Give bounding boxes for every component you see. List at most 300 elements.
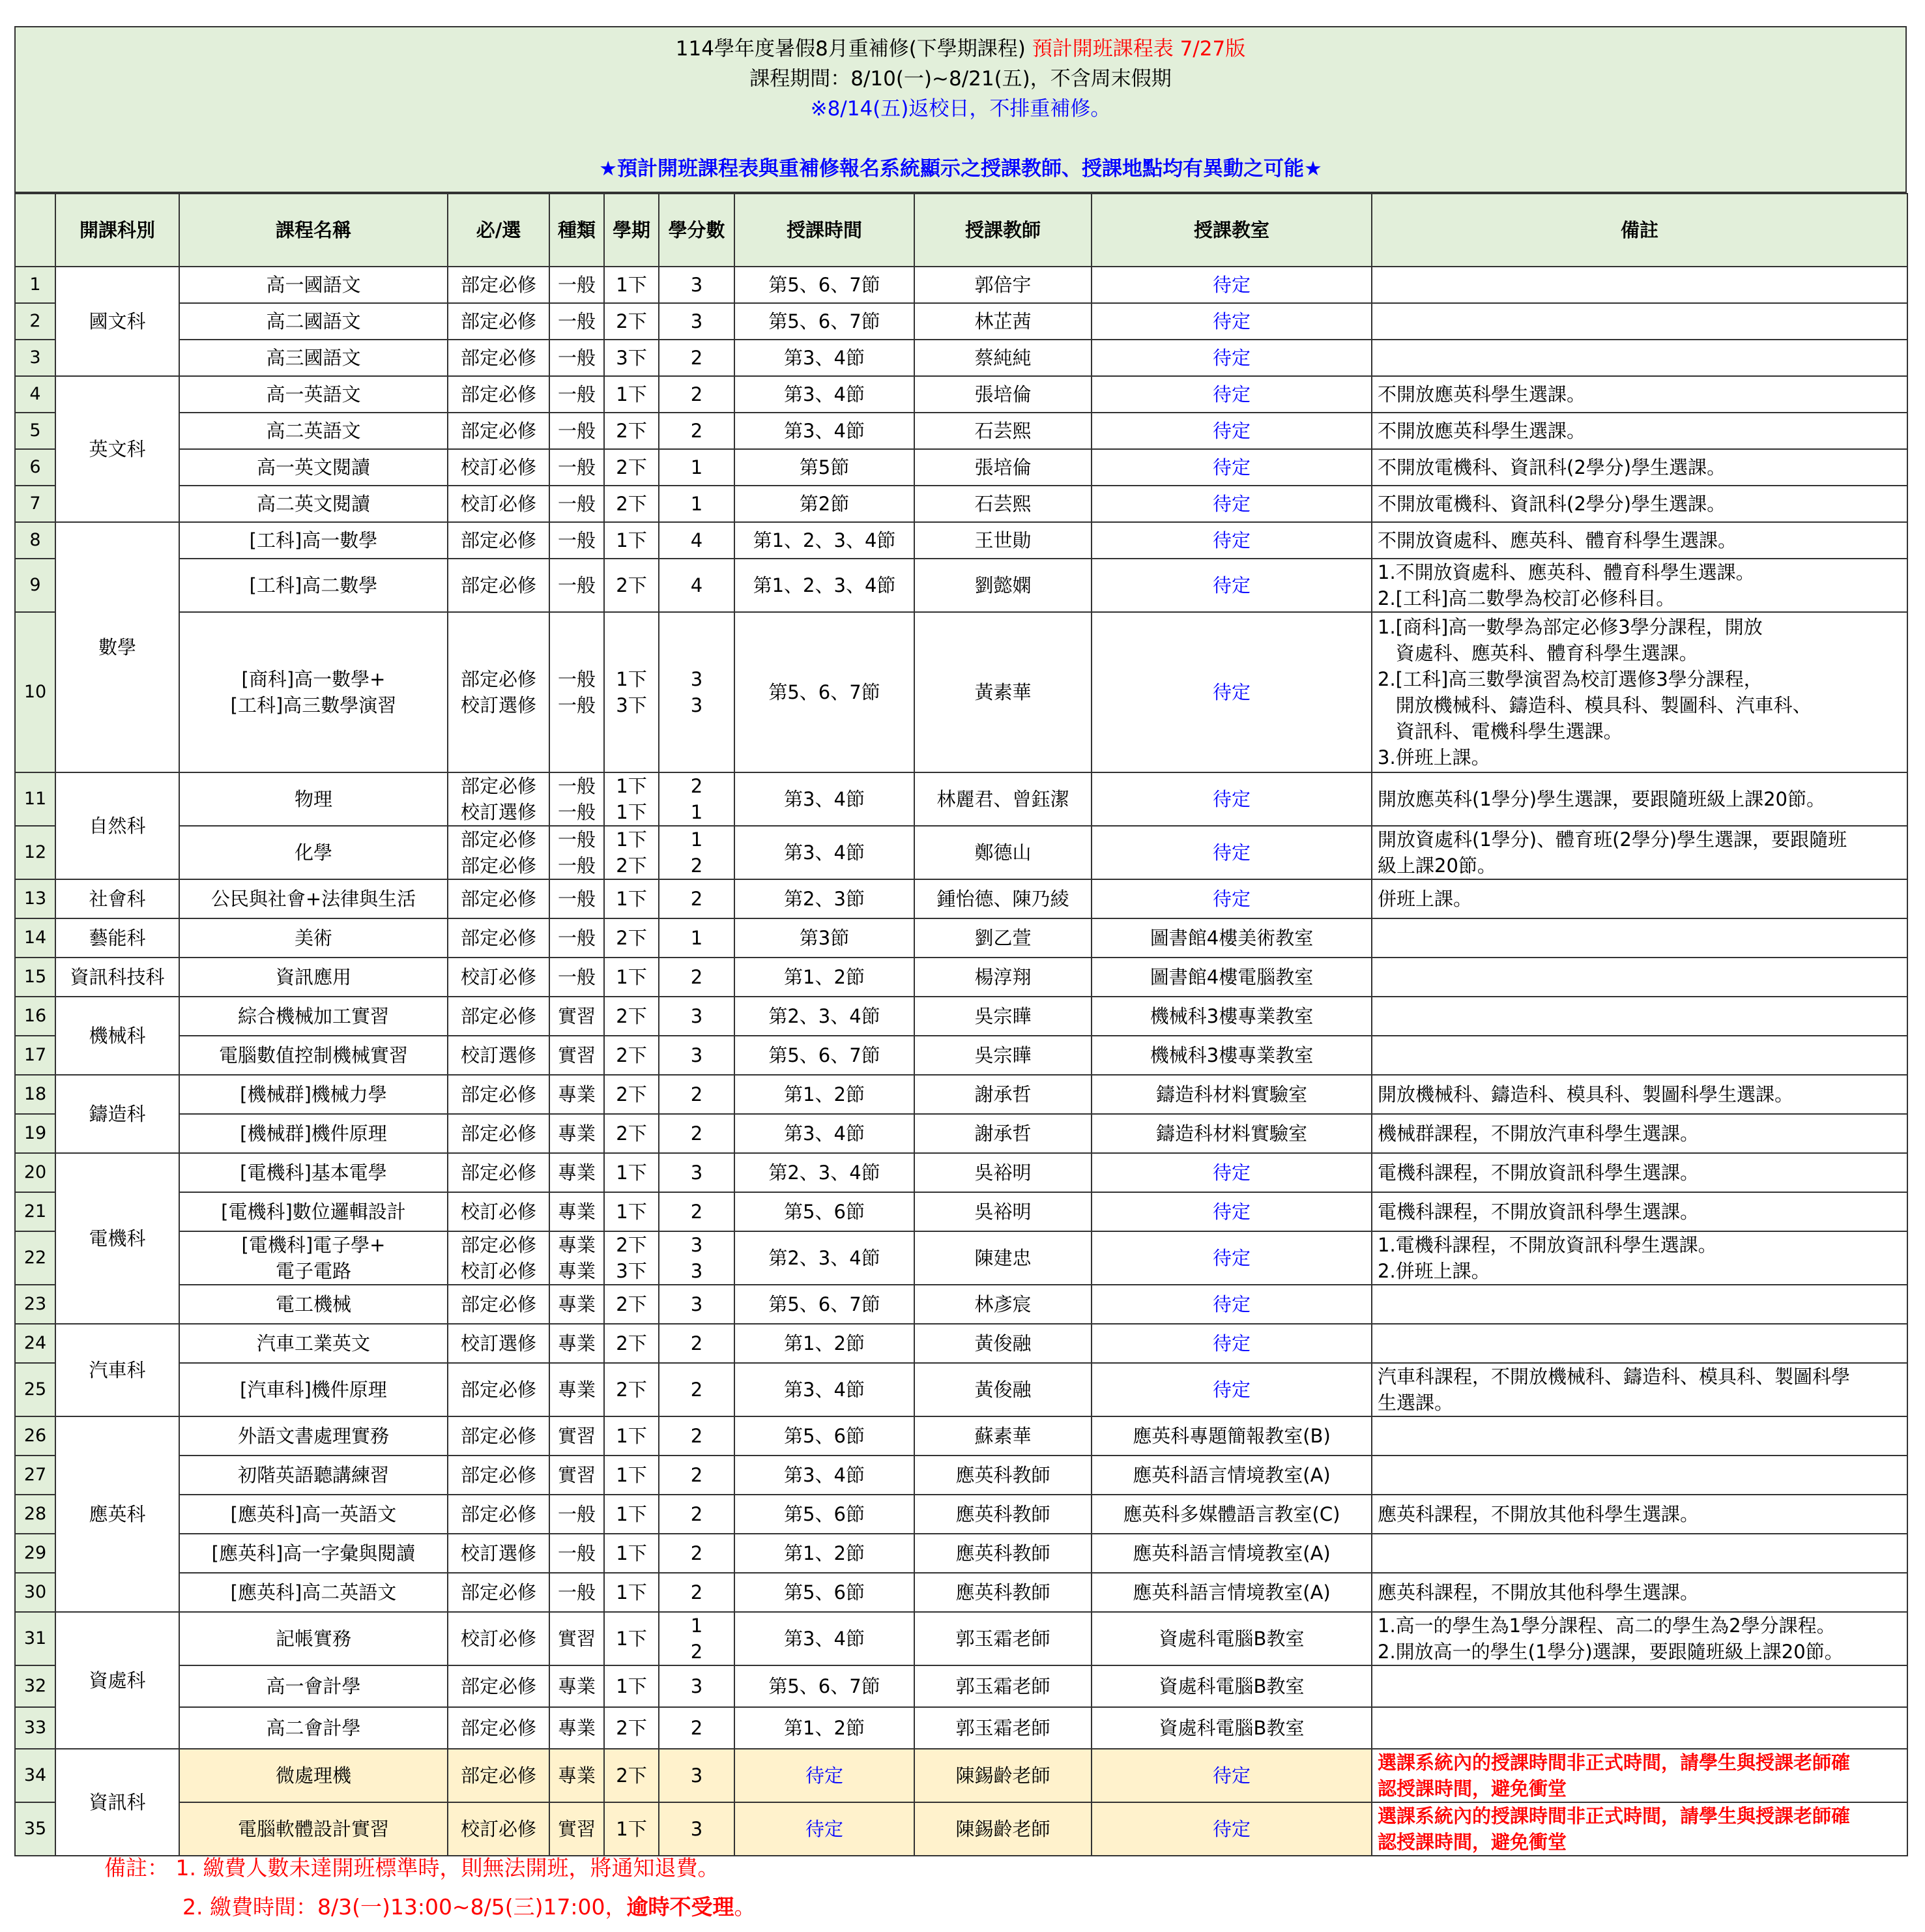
time-cell: 第2、3、4節 bbox=[734, 1153, 914, 1192]
type-line: 部定必修 bbox=[460, 574, 536, 596]
sem-line: 3下 bbox=[616, 1260, 647, 1282]
note-line: 不開放資處科、應英科、體育科學生選課。 bbox=[1378, 529, 1737, 551]
teacher-cell: 郭倍宇 bbox=[914, 267, 1092, 303]
credit-line: 1 bbox=[690, 1615, 703, 1637]
type-cell bbox=[448, 1495, 549, 1534]
sem-cell bbox=[604, 1231, 659, 1285]
note-line: 認授課時間，避免衝堂 bbox=[1378, 1778, 1567, 1800]
department-cell: 資訊科技科 bbox=[55, 958, 179, 997]
room-cell: 資處科電腦B教室 bbox=[1092, 1612, 1372, 1665]
note-cell bbox=[1372, 376, 1907, 413]
sem-line: 2下 bbox=[616, 1379, 647, 1401]
course-line: 高二國語文 bbox=[266, 310, 361, 332]
note-line: 開放資處科(1學分)、體育班(2學分)學生選課，要跟隨班 bbox=[1378, 828, 1847, 851]
type-cell bbox=[448, 1416, 549, 1456]
room-cell: 資處科電腦B教室 bbox=[1092, 1665, 1372, 1707]
teacher-cell: 林彥宸 bbox=[914, 1285, 1092, 1324]
sem-line: 1下 bbox=[616, 1503, 647, 1525]
note-line: 認授課時間，避免衝堂 bbox=[1378, 1831, 1567, 1853]
credit-line: 4 bbox=[690, 529, 703, 551]
teacher-cell: 吳裕明 bbox=[914, 1192, 1092, 1231]
credit-cell bbox=[659, 486, 734, 522]
type-cell bbox=[448, 340, 549, 376]
type-cell bbox=[448, 1612, 549, 1665]
type-cell bbox=[448, 1707, 549, 1749]
sem-line: 2下 bbox=[616, 310, 647, 332]
kind-cell bbox=[549, 1749, 604, 1802]
course-line: 記帳實務 bbox=[275, 1628, 351, 1650]
kind-cell bbox=[549, 376, 604, 413]
room-cell: 待定 bbox=[1092, 772, 1372, 826]
room-cell: 應英科專題簡報教室(B) bbox=[1092, 1416, 1372, 1456]
room-cell: 機械科3樓專業教室 bbox=[1092, 997, 1372, 1036]
no-cell: 2 bbox=[15, 303, 55, 340]
kind-line: 專業 bbox=[557, 1260, 596, 1282]
type-cell bbox=[448, 958, 549, 997]
sem-cell bbox=[604, 1114, 659, 1153]
sem-line: 2下 bbox=[616, 1332, 647, 1354]
note-line: 機械群課程，不開放汽車科學生選課。 bbox=[1378, 1122, 1700, 1145]
teacher-cell: 吳裕明 bbox=[914, 1153, 1092, 1192]
kind-line: 一般 bbox=[557, 420, 596, 442]
note-line: 2.併班上課。 bbox=[1378, 1260, 1490, 1282]
room-cell: 待定 bbox=[1092, 1231, 1372, 1285]
kind-line: 實習 bbox=[557, 1464, 596, 1486]
sem-line: 1下 bbox=[616, 529, 647, 551]
department-cell: 社會科 bbox=[55, 879, 179, 918]
kind-line: 專業 bbox=[557, 1675, 596, 1697]
room-cell: 鑄造科材料實驗室 bbox=[1092, 1075, 1372, 1114]
kind-line: 一般 bbox=[557, 1542, 596, 1564]
course-line: 高三國語文 bbox=[266, 347, 361, 369]
note-cell bbox=[1372, 1534, 1907, 1573]
course-line: 高二英文閱讀 bbox=[256, 493, 370, 515]
course-line: 電腦數值控制機械實習 bbox=[218, 1044, 408, 1066]
kind-cell bbox=[549, 879, 604, 918]
teacher-cell: 王世勛 bbox=[914, 522, 1092, 559]
course-schedule-sheet bbox=[14, 26, 1907, 1856]
time-cell: 第3、4節 bbox=[734, 1612, 914, 1665]
note-line: 電機科課程，不開放資訊科學生選課。 bbox=[1378, 1201, 1700, 1223]
note-cell bbox=[1372, 997, 1907, 1036]
kind-line: 一般 bbox=[557, 694, 596, 716]
footer-label: 備註： bbox=[104, 1855, 169, 1881]
sem-line: 2下 bbox=[616, 1764, 647, 1787]
teacher-cell: 鄭德山 bbox=[914, 826, 1092, 879]
credit-cell bbox=[659, 1416, 734, 1456]
type-cell bbox=[448, 1363, 549, 1416]
credit-line: 2 bbox=[690, 888, 703, 910]
kind-cell bbox=[549, 449, 604, 486]
table-header-row bbox=[15, 194, 1907, 267]
course-line: 高二英語文 bbox=[266, 420, 361, 442]
type-line: 校訂必修 bbox=[460, 1201, 536, 1223]
sem-cell bbox=[604, 879, 659, 918]
type-cell bbox=[448, 826, 549, 879]
note-line: 開放機械科、鑄造科、模具科、製圖科、汽車科、 bbox=[1378, 694, 1812, 716]
type-line: 部定必修 bbox=[460, 1293, 536, 1315]
type-line: 部定必修 bbox=[460, 347, 536, 369]
room-cell: 應英科多媒體語言教室(C) bbox=[1092, 1495, 1372, 1534]
credit-cell bbox=[659, 1534, 734, 1573]
no-cell: 23 bbox=[15, 1285, 55, 1324]
type-line: 部定必修 bbox=[460, 828, 536, 851]
sem-cell bbox=[604, 1749, 659, 1802]
teacher-cell: 謝承哲 bbox=[914, 1114, 1092, 1153]
no-cell: 32 bbox=[15, 1665, 55, 1707]
type-cell bbox=[448, 1075, 549, 1114]
note-cell bbox=[1372, 413, 1907, 449]
kind-cell bbox=[549, 958, 604, 997]
credit-line: 3 bbox=[690, 1675, 703, 1697]
kind-cell bbox=[549, 1802, 604, 1856]
sem-line: 1下 bbox=[616, 1464, 647, 1486]
course-cell bbox=[179, 1231, 448, 1285]
footer-line-2 bbox=[104, 1888, 756, 1927]
table-row bbox=[15, 1573, 1907, 1612]
credit-cell bbox=[659, 1114, 734, 1153]
time-cell: 第1、2節 bbox=[734, 1707, 914, 1749]
kind-cell bbox=[549, 1153, 604, 1192]
table-row bbox=[15, 559, 1907, 612]
sem-line: 2下 bbox=[616, 1005, 647, 1027]
sem-cell bbox=[604, 267, 659, 303]
banner-warning: ★預計開班課程表與重補修報名系統顯示之授課教師、授課地點均有異動之可能★ bbox=[599, 157, 1322, 181]
kind-line: 一般 bbox=[557, 383, 596, 405]
banner-period: 課程期間：8/10(一)~8/21(五)，不含周末假期 bbox=[749, 67, 1172, 91]
type-cell bbox=[448, 1534, 549, 1573]
time-cell: 第5、6、7節 bbox=[734, 303, 914, 340]
note-line: 1.電機科課程，不開放資訊科學生選課。 bbox=[1378, 1234, 1717, 1256]
credit-cell bbox=[659, 1612, 734, 1665]
sem-line: 1下 bbox=[616, 1542, 647, 1564]
kind-line: 一般 bbox=[557, 574, 596, 596]
department-cell: 電機科 bbox=[55, 1153, 179, 1324]
sem-cell bbox=[604, 1324, 659, 1363]
course-cell bbox=[179, 486, 448, 522]
type-line: 部定必修 bbox=[460, 383, 536, 405]
teacher-cell: 劉懿嫻 bbox=[914, 559, 1092, 612]
type-line: 部定必修 bbox=[460, 1083, 536, 1105]
time-cell: 第1、2、3、4節 bbox=[734, 559, 914, 612]
course-cell bbox=[179, 1114, 448, 1153]
time-cell: 第1、2節 bbox=[734, 1534, 914, 1573]
kind-cell bbox=[549, 1192, 604, 1231]
note-cell bbox=[1372, 1324, 1907, 1363]
time-cell: 第3、4節 bbox=[734, 1363, 914, 1416]
sem-cell bbox=[604, 772, 659, 826]
credit-cell bbox=[659, 1707, 734, 1749]
note-cell bbox=[1372, 612, 1907, 772]
note-cell bbox=[1372, 1036, 1907, 1075]
course-line: 美術 bbox=[294, 927, 332, 949]
no-cell: 6 bbox=[15, 449, 55, 486]
no-cell: 8 bbox=[15, 522, 55, 559]
teacher-cell: 石芸熙 bbox=[914, 413, 1092, 449]
credit-cell bbox=[659, 1192, 734, 1231]
course-cell bbox=[179, 1416, 448, 1456]
note-cell bbox=[1372, 1495, 1907, 1534]
note-cell bbox=[1372, 449, 1907, 486]
sem-cell bbox=[604, 559, 659, 612]
note-line: 不開放電機科、資訊科(2學分)學生選課。 bbox=[1378, 456, 1726, 478]
course-line: 電子電路 bbox=[275, 1260, 351, 1282]
kind-cell bbox=[549, 1707, 604, 1749]
credit-cell bbox=[659, 1285, 734, 1324]
room-cell: 待定 bbox=[1092, 1285, 1372, 1324]
sem-cell bbox=[604, 1612, 659, 1665]
course-line: 高二會計學 bbox=[266, 1717, 361, 1739]
teacher-cell: 應英科教師 bbox=[914, 1495, 1092, 1534]
room-cell: 鑄造科材料實驗室 bbox=[1092, 1114, 1372, 1153]
note-line: 3.併班上課。 bbox=[1378, 746, 1490, 768]
no-cell: 15 bbox=[15, 958, 55, 997]
course-line: [電機科]數位邏輯設計 bbox=[221, 1201, 406, 1223]
course-cell bbox=[179, 1495, 448, 1534]
kind-line: 一般 bbox=[557, 828, 596, 851]
note-line: 生選課。 bbox=[1378, 1392, 1454, 1414]
note-line: 2.開放高一的學生(1學分)選課，要跟隨班級上課20節。 bbox=[1378, 1641, 1844, 1663]
room-cell: 待定 bbox=[1092, 612, 1372, 772]
room-cell: 待定 bbox=[1092, 486, 1372, 522]
footer-line-2-emphasis: 逾時不受理 bbox=[626, 1894, 734, 1920]
sem-cell bbox=[604, 1802, 659, 1856]
credit-line: 2 bbox=[690, 1201, 703, 1223]
teacher-cell: 應英科教師 bbox=[914, 1456, 1092, 1495]
note-cell bbox=[1372, 879, 1907, 918]
type-line: 部定必修 bbox=[460, 1503, 536, 1525]
credit-cell bbox=[659, 376, 734, 413]
room-cell: 待定 bbox=[1092, 413, 1372, 449]
credit-cell bbox=[659, 559, 734, 612]
course-cell bbox=[179, 1324, 448, 1363]
sem-cell bbox=[604, 449, 659, 486]
type-line: 部定必修 bbox=[460, 1122, 536, 1145]
type-line: 部定必修 bbox=[460, 1425, 536, 1447]
course-cell bbox=[179, 1665, 448, 1707]
kind-line: 一般 bbox=[557, 1503, 596, 1525]
sem-cell bbox=[604, 1036, 659, 1075]
no-cell: 14 bbox=[15, 918, 55, 958]
sem-cell bbox=[604, 826, 659, 879]
note-cell bbox=[1372, 340, 1907, 376]
kind-line: 一般 bbox=[557, 310, 596, 332]
credit-line: 1 bbox=[690, 493, 703, 515]
kind-cell bbox=[549, 918, 604, 958]
credit-line: 3 bbox=[690, 1818, 703, 1840]
kind-line: 專業 bbox=[557, 1122, 596, 1145]
sem-cell bbox=[604, 1534, 659, 1573]
type-cell bbox=[448, 559, 549, 612]
sem-cell bbox=[604, 918, 659, 958]
course-cell bbox=[179, 997, 448, 1036]
room-cell: 待定 bbox=[1092, 376, 1372, 413]
time-cell: 第1、2節 bbox=[734, 958, 914, 997]
kind-line: 一般 bbox=[557, 855, 596, 877]
table-row bbox=[15, 1534, 1907, 1573]
kind-cell bbox=[549, 267, 604, 303]
sem-line: 1下 bbox=[616, 1425, 647, 1447]
time-cell: 第2、3、4節 bbox=[734, 997, 914, 1036]
sem-line: 2下 bbox=[616, 1293, 647, 1315]
room-cell: 待定 bbox=[1092, 1192, 1372, 1231]
sem-cell bbox=[604, 1456, 659, 1495]
teacher-cell: 吳宗瞱 bbox=[914, 997, 1092, 1036]
kind-line: 實習 bbox=[557, 1005, 596, 1027]
time-cell: 第5、6節 bbox=[734, 1416, 914, 1456]
table-row bbox=[15, 826, 1907, 879]
sem-cell bbox=[604, 1416, 659, 1456]
note-cell bbox=[1372, 1573, 1907, 1612]
header-cell: 備註 bbox=[1372, 194, 1907, 267]
course-cell bbox=[179, 879, 448, 918]
teacher-cell: 郭玉霜老師 bbox=[914, 1612, 1092, 1665]
header-cell: 學分數 bbox=[659, 194, 734, 267]
type-cell bbox=[448, 1231, 549, 1285]
credit-line: 1 bbox=[690, 927, 703, 949]
time-cell: 第2、3節 bbox=[734, 879, 914, 918]
course-cell bbox=[179, 340, 448, 376]
time-cell: 第3、4節 bbox=[734, 1456, 914, 1495]
time-cell: 第5、6、7節 bbox=[734, 1036, 914, 1075]
kind-cell bbox=[549, 1495, 604, 1534]
sem-line: 1下 bbox=[616, 1162, 647, 1184]
course-cell bbox=[179, 1749, 448, 1802]
time-cell: 第5、6節 bbox=[734, 1192, 914, 1231]
type-line: 部定必修 bbox=[460, 1464, 536, 1486]
teacher-cell: 張培倫 bbox=[914, 449, 1092, 486]
sem-cell bbox=[604, 413, 659, 449]
teacher-cell: 陳錫齡老師 bbox=[914, 1749, 1092, 1802]
credit-line: 1 bbox=[690, 456, 703, 478]
type-line: 部定必修 bbox=[460, 310, 536, 332]
course-line: 電腦軟體設計實習 bbox=[237, 1818, 389, 1840]
kind-line: 實習 bbox=[557, 1628, 596, 1650]
header-cell bbox=[15, 194, 55, 267]
sem-line: 1下 bbox=[616, 775, 647, 797]
course-line: 高一英語文 bbox=[266, 383, 361, 405]
credit-line: 3 bbox=[690, 668, 703, 690]
note-line: 電機科課程，不開放資訊科學生選課。 bbox=[1378, 1162, 1700, 1184]
kind-cell bbox=[549, 612, 604, 772]
table-row bbox=[15, 340, 1907, 376]
time-cell: 第5、6節 bbox=[734, 1573, 914, 1612]
course-cell bbox=[179, 612, 448, 772]
type-cell bbox=[448, 1802, 549, 1856]
sem-line: 2下 bbox=[616, 927, 647, 949]
department-cell: 鑄造科 bbox=[55, 1075, 179, 1153]
room-cell: 待定 bbox=[1092, 1363, 1372, 1416]
credit-cell bbox=[659, 1573, 734, 1612]
course-cell bbox=[179, 826, 448, 879]
kind-cell bbox=[549, 340, 604, 376]
note-cell bbox=[1372, 1665, 1907, 1707]
type-cell bbox=[448, 486, 549, 522]
course-line: [汽車科]機件原理 bbox=[240, 1379, 387, 1401]
note-cell bbox=[1372, 1114, 1907, 1153]
course-cell bbox=[179, 1573, 448, 1612]
course-cell bbox=[179, 449, 448, 486]
header-cell: 課程名稱 bbox=[179, 194, 448, 267]
course-line: 微處理機 bbox=[275, 1764, 351, 1787]
room-cell: 待定 bbox=[1092, 1749, 1372, 1802]
kind-line: 一般 bbox=[557, 456, 596, 478]
no-cell: 30 bbox=[15, 1573, 55, 1612]
time-cell: 第3、4節 bbox=[734, 376, 914, 413]
time-cell: 第1、2節 bbox=[734, 1075, 914, 1114]
teacher-cell: 石芸熙 bbox=[914, 486, 1092, 522]
credit-cell bbox=[659, 1456, 734, 1495]
table-row bbox=[15, 303, 1907, 340]
sem-cell bbox=[604, 958, 659, 997]
type-cell bbox=[448, 413, 549, 449]
note-cell bbox=[1372, 1456, 1907, 1495]
note-line: 級上課20節。 bbox=[1378, 855, 1496, 877]
sem-line: 1下 bbox=[616, 274, 647, 296]
kind-line: 一般 bbox=[557, 1581, 596, 1603]
room-cell: 資處科電腦B教室 bbox=[1092, 1707, 1372, 1749]
kind-cell bbox=[549, 826, 604, 879]
teacher-cell: 蔡純純 bbox=[914, 340, 1092, 376]
note-cell bbox=[1372, 958, 1907, 997]
course-cell bbox=[179, 918, 448, 958]
type-cell bbox=[448, 449, 549, 486]
teacher-cell: 張培倫 bbox=[914, 376, 1092, 413]
table-row bbox=[15, 1114, 1907, 1153]
type-cell bbox=[448, 522, 549, 559]
note-line: 併班上課。 bbox=[1378, 888, 1473, 910]
no-cell: 25 bbox=[15, 1363, 55, 1416]
type-line: 部定必修 bbox=[460, 529, 536, 551]
footer-notes bbox=[104, 1849, 756, 1927]
note-line: 2.[工科]高二數學為校訂必修科目。 bbox=[1378, 587, 1675, 609]
no-cell: 19 bbox=[15, 1114, 55, 1153]
kind-line: 一般 bbox=[557, 347, 596, 369]
kind-line: 專業 bbox=[557, 1293, 596, 1315]
teacher-cell: 吳宗瞱 bbox=[914, 1036, 1092, 1075]
teacher-cell: 林麗君、曾鈺潔 bbox=[914, 772, 1092, 826]
room-cell: 應英科語言情境教室(A) bbox=[1092, 1456, 1372, 1495]
teacher-cell: 郭玉霜老師 bbox=[914, 1707, 1092, 1749]
type-cell bbox=[448, 1036, 549, 1075]
note-cell bbox=[1372, 1363, 1907, 1416]
credit-cell bbox=[659, 1075, 734, 1114]
table-row bbox=[15, 772, 1907, 826]
table-row bbox=[15, 612, 1907, 772]
room-cell: 待定 bbox=[1092, 522, 1372, 559]
type-line: 校訂必修 bbox=[460, 456, 536, 478]
header-cell: 必/選 bbox=[448, 194, 549, 267]
type-line: 部定必修 bbox=[460, 1234, 536, 1256]
kind-line: 專業 bbox=[557, 1717, 596, 1739]
time-cell: 第3、4節 bbox=[734, 826, 914, 879]
course-line: 電工機械 bbox=[275, 1293, 351, 1315]
type-line: 部定必修 bbox=[460, 1162, 536, 1184]
credit-cell bbox=[659, 772, 734, 826]
table-row bbox=[15, 1707, 1907, 1749]
time-cell: 第3、4節 bbox=[734, 340, 914, 376]
sem-cell bbox=[604, 1665, 659, 1707]
table-row bbox=[15, 1153, 1907, 1192]
credit-line: 2 bbox=[690, 1503, 703, 1525]
credit-line: 2 bbox=[690, 1083, 703, 1105]
course-cell bbox=[179, 1075, 448, 1114]
no-cell: 10 bbox=[15, 612, 55, 772]
kind-line: 專業 bbox=[557, 1332, 596, 1354]
type-line: 部定必修 bbox=[460, 775, 536, 797]
table-row bbox=[15, 267, 1907, 303]
table-row bbox=[15, 1036, 1907, 1075]
